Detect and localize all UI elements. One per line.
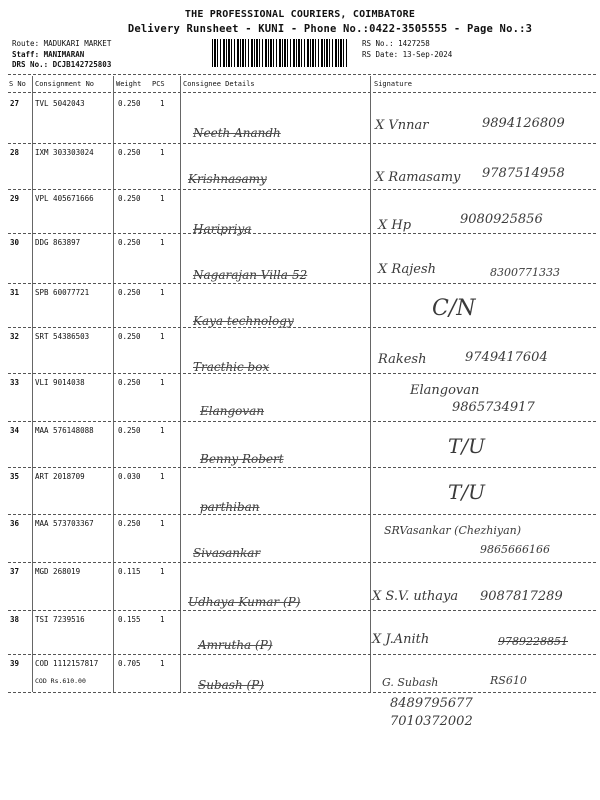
row-consignment-no: SPB 60077721 <box>35 288 90 297</box>
row-weight: 0.250 <box>118 288 141 297</box>
row-separator <box>8 562 596 563</box>
row-pcs: 1 <box>160 194 165 203</box>
document-title: THE PROFESSIONAL COURIERS, COIMBATORE <box>184 9 416 20</box>
row-signature: X Rajesh <box>378 262 436 277</box>
row-pcs: 1 <box>160 519 165 528</box>
row-weight: 0.250 <box>118 378 141 387</box>
row-weight: 0.155 <box>118 615 141 624</box>
header-left-block <box>12 39 111 71</box>
row-weight: 0.250 <box>118 194 141 203</box>
header-bottom-rule <box>8 92 596 93</box>
row-sno: 31 <box>10 288 20 297</box>
row-consignee-name: Neeth Anandh <box>193 126 281 140</box>
row-signature: X Ramasamy <box>375 170 461 185</box>
row-phone: 9865666166 <box>480 543 550 556</box>
header-top-rule <box>8 74 596 75</box>
row-separator <box>8 654 596 655</box>
row-consignee-name: Udhaya Kumar (P) <box>188 595 301 609</box>
row-signature: Elangovan <box>410 383 480 398</box>
row-separator <box>8 610 596 611</box>
row-weight: 0.250 <box>118 148 141 157</box>
drs-number: DRS No.: DCJB142725803 <box>12 60 112 69</box>
row-consignee-name: Nagarajan Villa-52 <box>193 268 308 282</box>
row-consignee-name: parthiban <box>200 500 260 514</box>
row-sno: 39 <box>10 659 20 668</box>
row-consignee-name: Kaya technology <box>193 314 294 328</box>
row-sno: 33 <box>10 378 20 387</box>
row-signature: Rakesh <box>378 352 427 367</box>
row-signature: X Vnnar <box>375 118 429 133</box>
row-separator <box>8 327 596 328</box>
row-phone: 9894126809 <box>482 116 565 131</box>
row-weight: 0.705 <box>118 659 141 668</box>
row-pcs: 1 <box>160 99 165 108</box>
row-sno: 27 <box>10 99 20 108</box>
row-consignee-name: Subash (P) <box>198 678 264 692</box>
row-sno: 38 <box>10 615 20 624</box>
row-consignment-no: IXM 303303024 <box>35 148 94 157</box>
row-consignee-name: Tracthic box <box>193 360 270 374</box>
col-header-consignment: Consignment No <box>35 80 95 88</box>
column-divider <box>180 76 181 692</box>
row-consignment-no: SRT 54386503 <box>35 332 90 341</box>
barcode <box>212 39 347 67</box>
row-signature: X Hp <box>378 218 412 233</box>
row-weight: 0.115 <box>118 567 141 576</box>
rs-number: RS No.: 1427258 <box>362 39 430 48</box>
runsheet-subtitle: Delivery Runsheet - KUNI - Phone No.:0422-3505555 - Page No.:3 <box>127 23 533 35</box>
row-consignment-no: DDG 863897 <box>35 238 81 247</box>
row-weight: 0.250 <box>118 99 141 108</box>
staff-label: Staff: MANIMARAN <box>12 49 85 59</box>
footer-phone: 7010372002 <box>390 714 473 729</box>
row-consignee-name: Amrutha (P) <box>198 638 273 652</box>
row-consignment-no: VPL 405671666 <box>35 194 94 203</box>
row-separator <box>8 143 596 144</box>
col-header-sno: S No <box>9 80 26 88</box>
row-signature: G. Subash <box>382 676 439 689</box>
row-consignee-name: Krishnasamy <box>188 172 267 186</box>
row-phone: 9087817289 <box>480 589 563 604</box>
column-divider <box>32 76 33 692</box>
row-separator <box>8 467 596 468</box>
header-right-block <box>362 39 452 60</box>
row-consignee-name: Sivasankar <box>193 546 261 560</box>
col-header-signature: Signature <box>374 80 412 88</box>
row-sno: 30 <box>10 238 20 247</box>
column-divider <box>370 76 371 692</box>
row-pcs: 1 <box>160 332 165 341</box>
cod-amount-note: COD Rs.610.00 <box>35 677 86 685</box>
row-separator <box>8 233 596 234</box>
row-consignee-name: Haripriya <box>193 222 252 236</box>
row-consignment-no: ART 2018709 <box>35 472 85 481</box>
row-phone: 9749417604 <box>465 350 548 365</box>
row-consignment-no: VLI 9014038 <box>35 378 85 387</box>
row-phone: 9789228851 <box>498 635 568 648</box>
row-pcs: 1 <box>160 238 165 247</box>
row-pcs: 1 <box>160 472 165 481</box>
row-phone: 9787514958 <box>482 166 565 181</box>
row-weight: 0.250 <box>118 238 141 247</box>
row-separator <box>8 189 596 190</box>
row-sno: 36 <box>10 519 20 528</box>
row-separator <box>8 514 596 515</box>
row-consignment-no: COD 1112157817 <box>35 659 99 668</box>
row-sno: 28 <box>10 148 20 157</box>
row-signature: X S.V. uthaya <box>372 589 459 604</box>
row-sno: 32 <box>10 332 20 341</box>
row-consignment-no: MGD 268019 <box>35 567 81 576</box>
row-cod-received: RS610 <box>490 674 527 687</box>
row-pcs: 1 <box>160 288 165 297</box>
row-pcs: 1 <box>160 567 165 576</box>
row-separator <box>8 421 596 422</box>
row-pcs: 1 <box>160 378 165 387</box>
row-sno: 37 <box>10 567 20 576</box>
rs-date: RS Date: 13-Sep-2024 <box>362 49 453 59</box>
row-phone: 9865734917 <box>452 400 535 415</box>
row-consignee-name: Benny Robert <box>200 452 284 466</box>
row-signature: T/U <box>448 434 485 458</box>
row-consignment-no: TVL 5042043 <box>35 99 85 108</box>
footer-phone: 8489795677 <box>390 696 473 711</box>
route-label: Route: MADUKARI MARKET <box>12 39 112 48</box>
col-header-pcs: PCS <box>152 80 165 88</box>
row-consignment-no: MAA 576148088 <box>35 426 94 435</box>
row-weight: 0.250 <box>118 426 141 435</box>
row-pcs: 1 <box>160 615 165 624</box>
row-weight: 0.250 <box>118 519 141 528</box>
row-separator <box>8 373 596 374</box>
row-weight: 0.250 <box>118 332 141 341</box>
row-consignment-no: MAA 573703367 <box>35 519 94 528</box>
row-separator <box>8 692 596 693</box>
row-pcs: 1 <box>160 148 165 157</box>
row-consignee-name: Elangovan <box>200 404 265 418</box>
row-sno: 29 <box>10 194 20 203</box>
row-signature: SRVasankar (Chezhiyan) <box>384 524 522 537</box>
row-consignment-no: TSI 7239516 <box>35 615 85 624</box>
row-weight: 0.030 <box>118 472 141 481</box>
col-header-weight: Weight <box>116 80 142 88</box>
row-phone: 8300771333 <box>490 266 560 279</box>
row-phone: 9080925856 <box>460 212 543 227</box>
column-divider <box>113 76 114 692</box>
col-header-consignee: Consignee Details <box>183 80 255 88</box>
row-signature: X J.Anith <box>372 632 430 647</box>
row-signature: C/N <box>432 296 476 321</box>
row-pcs: 1 <box>160 659 165 668</box>
row-pcs: 1 <box>160 426 165 435</box>
row-signature: T/U <box>448 480 485 504</box>
row-separator <box>8 283 596 284</box>
row-sno: 34 <box>10 426 20 435</box>
row-sno: 35 <box>10 472 20 481</box>
